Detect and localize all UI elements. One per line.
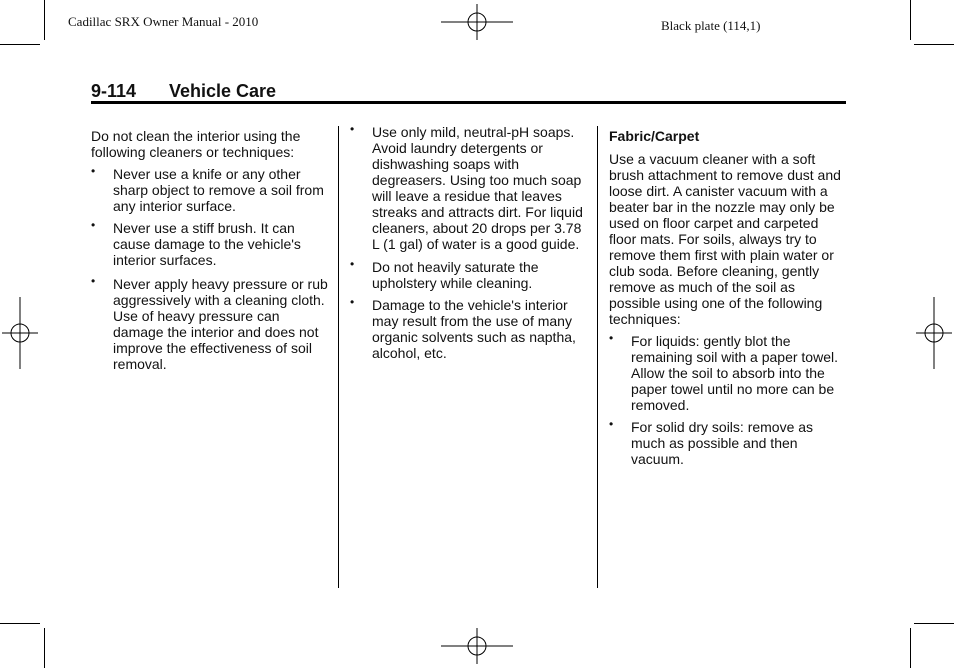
crop-mark bbox=[910, 628, 911, 668]
list-item bbox=[609, 419, 849, 467]
list-item-text: Do not heavily saturate the upholstery while cleaning. bbox=[372, 259, 539, 291]
section-title: Vehicle Care bbox=[169, 81, 277, 101]
column-divider bbox=[338, 126, 339, 588]
intro-paragraph: Do not clean the interior using the following cleaners or techniques: bbox=[91, 128, 301, 160]
bullet-list bbox=[350, 124, 588, 361]
list-item-text: Never use a knife or any other sharp object to remove a soil from any interior surface. bbox=[113, 166, 324, 214]
body-paragraph: Use a vacuum cleaner with a soft brush attachment to remove dust and loose dirt. A canister vacuum with a beater bar in the nozzle may only be used on floor carpet and carpeted floor mats. For soils, always try to remove them first with plain water or club soda. Before cleaning, gently remove as much of the soil as possible using one of the following techniques: bbox=[609, 151, 841, 327]
crop-mark bbox=[914, 623, 954, 624]
list-item-text: Never apply heavy pressure or rub aggressively with a cleaning cloth. Use of heavy pressure can damage the interior and does not improve the effectiveness of soil removal. bbox=[113, 276, 328, 372]
crop-mark bbox=[0, 44, 40, 45]
bullet-icon: • bbox=[350, 295, 355, 309]
bullet-list bbox=[91, 166, 331, 372]
column-divider bbox=[597, 126, 598, 588]
subsection-heading: Fabric/Carpet bbox=[609, 128, 700, 144]
column-2 bbox=[350, 124, 588, 361]
crop-mark bbox=[910, 0, 911, 40]
plate-label: Black plate (114,1) bbox=[661, 18, 761, 33]
crop-mark bbox=[914, 44, 954, 45]
list-item bbox=[350, 297, 588, 361]
list-item bbox=[91, 276, 331, 372]
crop-mark bbox=[0, 623, 40, 624]
list-item bbox=[609, 333, 849, 413]
registration-mark-icon bbox=[2, 297, 38, 369]
registration-mark-icon bbox=[441, 4, 513, 40]
bullet-icon: • bbox=[609, 331, 614, 345]
bullet-icon: • bbox=[350, 122, 355, 136]
crop-mark bbox=[44, 628, 45, 668]
list-item bbox=[91, 220, 331, 268]
bullet-icon: • bbox=[91, 164, 96, 178]
registration-mark-icon bbox=[916, 297, 952, 369]
list-item bbox=[91, 166, 331, 214]
crop-mark bbox=[44, 0, 45, 40]
column-3 bbox=[609, 128, 849, 467]
bullet-icon: • bbox=[91, 218, 96, 232]
bullet-list bbox=[609, 333, 849, 467]
heading-rule bbox=[91, 101, 846, 104]
list-item-text: Use only mild, neutral-pH soaps. Avoid laundry detergents or dishwashing soaps with degreasers. Using too much soap will leave a residue that leaves streaks and attracts dirt. For liquid cleaners, about 20 drops per 3.78 L (1 gal) of water is a good guide. bbox=[372, 124, 583, 252]
bullet-icon: • bbox=[609, 417, 614, 431]
column-1 bbox=[91, 128, 331, 372]
manual-title: Cadillac SRX Owner Manual - 2010 bbox=[68, 14, 259, 29]
list-item-text: For solid dry soils: remove as much as possible and then vacuum. bbox=[631, 419, 814, 467]
list-item-text: Never use a stiff brush. It can cause damage to the vehicle's interior surfaces. bbox=[113, 220, 301, 268]
bullet-icon: • bbox=[350, 257, 355, 271]
page-number: 9-114 bbox=[91, 81, 137, 101]
registration-mark-icon bbox=[441, 628, 513, 664]
list-item bbox=[350, 259, 588, 291]
list-item bbox=[350, 124, 588, 252]
list-item-text: Damage to the vehicle's interior may result from the use of many organic solvents such as naptha, alcohol, etc. bbox=[372, 297, 576, 361]
list-item-text: For liquids: gently blot the remaining soil with a paper towel. Allow the soil to absorb into the paper towel until no more can be removed. bbox=[631, 333, 838, 413]
bullet-icon: • bbox=[91, 274, 96, 288]
